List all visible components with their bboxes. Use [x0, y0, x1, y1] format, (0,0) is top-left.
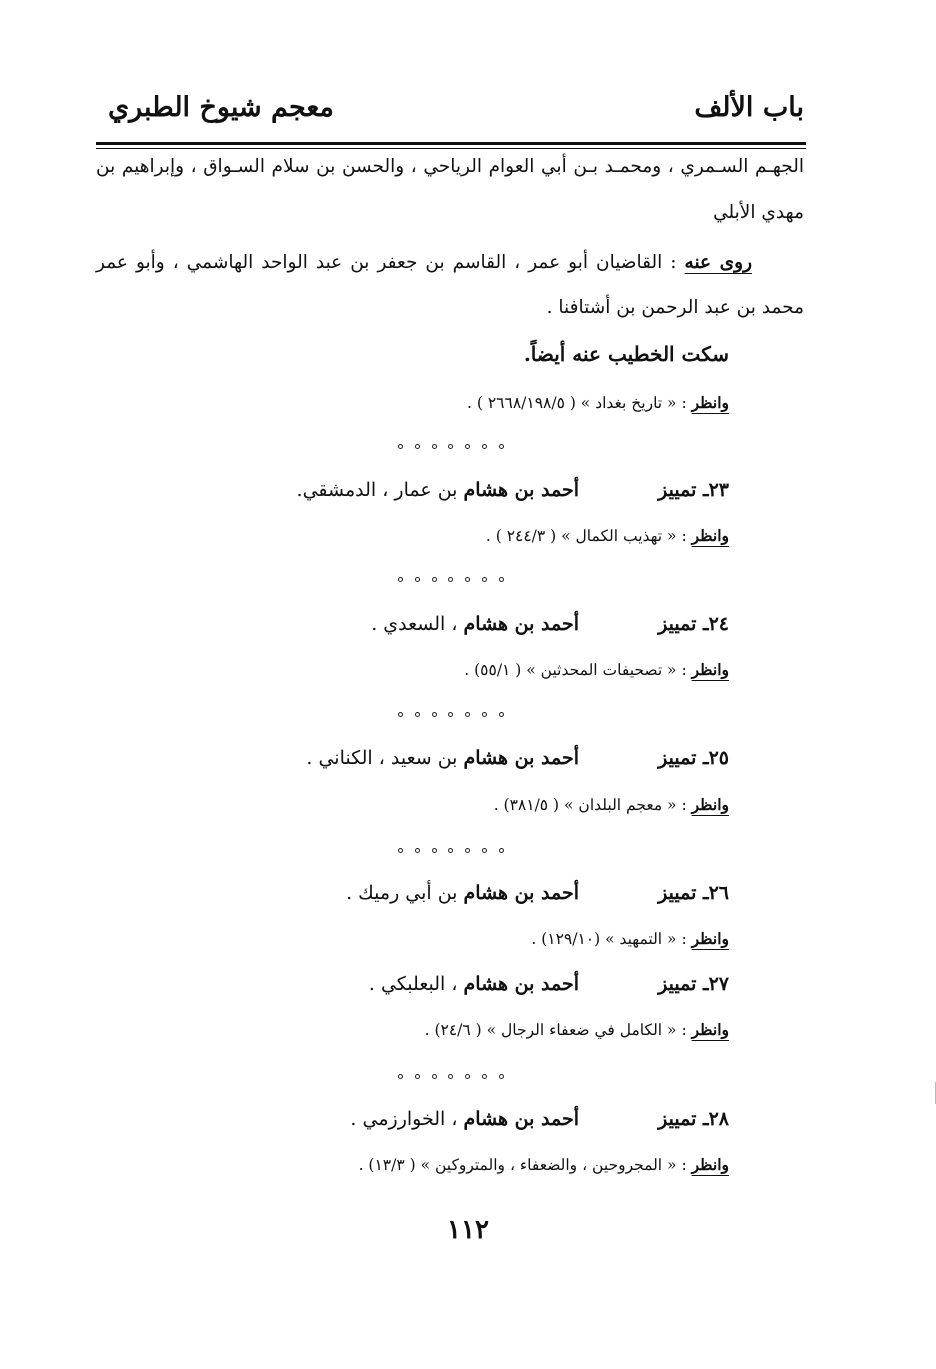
- rawa-label: روى عنه: [684, 252, 752, 273]
- entry-reference: [494, 795, 729, 814]
- entry-reference: [464, 660, 729, 679]
- entry-name-bold: أحمد بن هشام: [463, 479, 579, 501]
- header-rule-thick: [96, 142, 806, 145]
- book-title: معجم شيوخ الطبري: [108, 92, 334, 123]
- entry-name: [371, 613, 579, 635]
- entry-name-rest: ، البعلبكي .: [368, 973, 464, 995]
- ref-label: وانظر: [691, 660, 729, 679]
- entry-number: ٢٦ـ تمييز: [658, 882, 729, 904]
- intro-line-1: الجهـم السـمري ، ومحمـد بـن أبي العوام الرياحي ، والحسن بن سلام السـواق ، وإبراهيم بن: [96, 156, 804, 177]
- entry-name-bold: أحمد بن هشام: [463, 1108, 579, 1130]
- entry-name-bold: أحمد بن هشام: [463, 613, 579, 635]
- scan-margin-mark: [931, 1082, 936, 1104]
- page-number: ١١٢: [447, 1215, 489, 1245]
- entry-name: [297, 479, 579, 501]
- intro-line-4: محمد بن عبد الرحمن بن أشتافنا .: [546, 297, 804, 318]
- chapter-title: باب الألف: [694, 92, 804, 123]
- ref-label: وانظر: [691, 795, 729, 814]
- ref-text: : « تصحيفات المحدثين » ( ٥٥/١) .: [464, 661, 687, 679]
- entry-reference: [359, 1155, 729, 1174]
- header-rule-thin: [96, 148, 806, 149]
- entry-name-bold: أحمد بن هشام: [463, 747, 579, 769]
- ref-label: وانظر: [691, 1020, 729, 1039]
- separator-dots: [398, 1074, 504, 1079]
- ref-label: وانظر: [691, 526, 729, 545]
- separator-dots: [398, 444, 504, 449]
- sakata-note: سكت الخطيب عنه أيضاً.: [523, 342, 729, 366]
- rawa-text: : القاضيان أبو عمر ، القاسم بن جعفر بن عبد الواحد الهاشمي ، وأبو عمر: [96, 252, 677, 273]
- entry-reference: [531, 929, 729, 948]
- entry-name-rest: بن أبي رميك .: [346, 882, 464, 904]
- intro-reference: [467, 393, 729, 412]
- ref-text: : « تهذيب الكمال » ( ٢٤٤/٣ ) .: [485, 527, 687, 545]
- entry-number: ٢٤ـ تمييز: [658, 613, 729, 635]
- entry-reference: [486, 526, 729, 545]
- entry-name: [350, 1108, 579, 1130]
- ref-label: وانظر: [691, 929, 729, 948]
- ref-text: : « الكامل في ضعفاء الرجال » ( ٢٤/٦) .: [424, 1021, 687, 1039]
- entry-reference: [425, 1020, 729, 1039]
- entry-name-bold: أحمد بن هشام: [463, 882, 579, 904]
- entry-name: [346, 882, 579, 904]
- ref-label: وانظر: [691, 1155, 729, 1174]
- ref-text: : « معجم البلدان » ( ٣٨١/٥) .: [493, 796, 687, 814]
- intro-line-2: مهدي الأبلي: [713, 202, 804, 223]
- entry-name: [369, 973, 579, 995]
- separator-dots: [398, 848, 504, 853]
- entry-name-rest: ، الخوارزمي .: [350, 1108, 464, 1130]
- entry-number: ٢٨ـ تمييز: [658, 1108, 729, 1130]
- entry-number: ٢٣ـ تمييز: [658, 479, 729, 501]
- ref-text: : « تاريخ بغداد » ( ٢٦٦٨/١٩٨/٥ ) .: [467, 394, 687, 412]
- entry-name-bold: أحمد بن هشام: [463, 973, 579, 995]
- entry-number: ٢٥ـ تمييز: [658, 747, 729, 769]
- separator-dots: [398, 577, 504, 582]
- intro-rawa-line: [96, 252, 804, 273]
- ref-text: : « المجروحين ، والضعفاء ، والمتروكين » ( ١٣/٣) .: [358, 1156, 687, 1174]
- separator-dots: [398, 712, 504, 717]
- entry-name-rest: بن سعيد ، الكناني .: [306, 747, 464, 769]
- entry-name-rest: بن عمار ، الدمشقي.: [296, 479, 464, 501]
- entry-number: ٢٧ـ تمييز: [658, 973, 729, 995]
- entry-name-rest: ، السعدي .: [371, 613, 464, 635]
- entry-name: [306, 747, 579, 769]
- ref-label: وانظر: [691, 393, 729, 412]
- ref-text: : « التمهيد » (١٢٩/١٠) .: [531, 930, 687, 948]
